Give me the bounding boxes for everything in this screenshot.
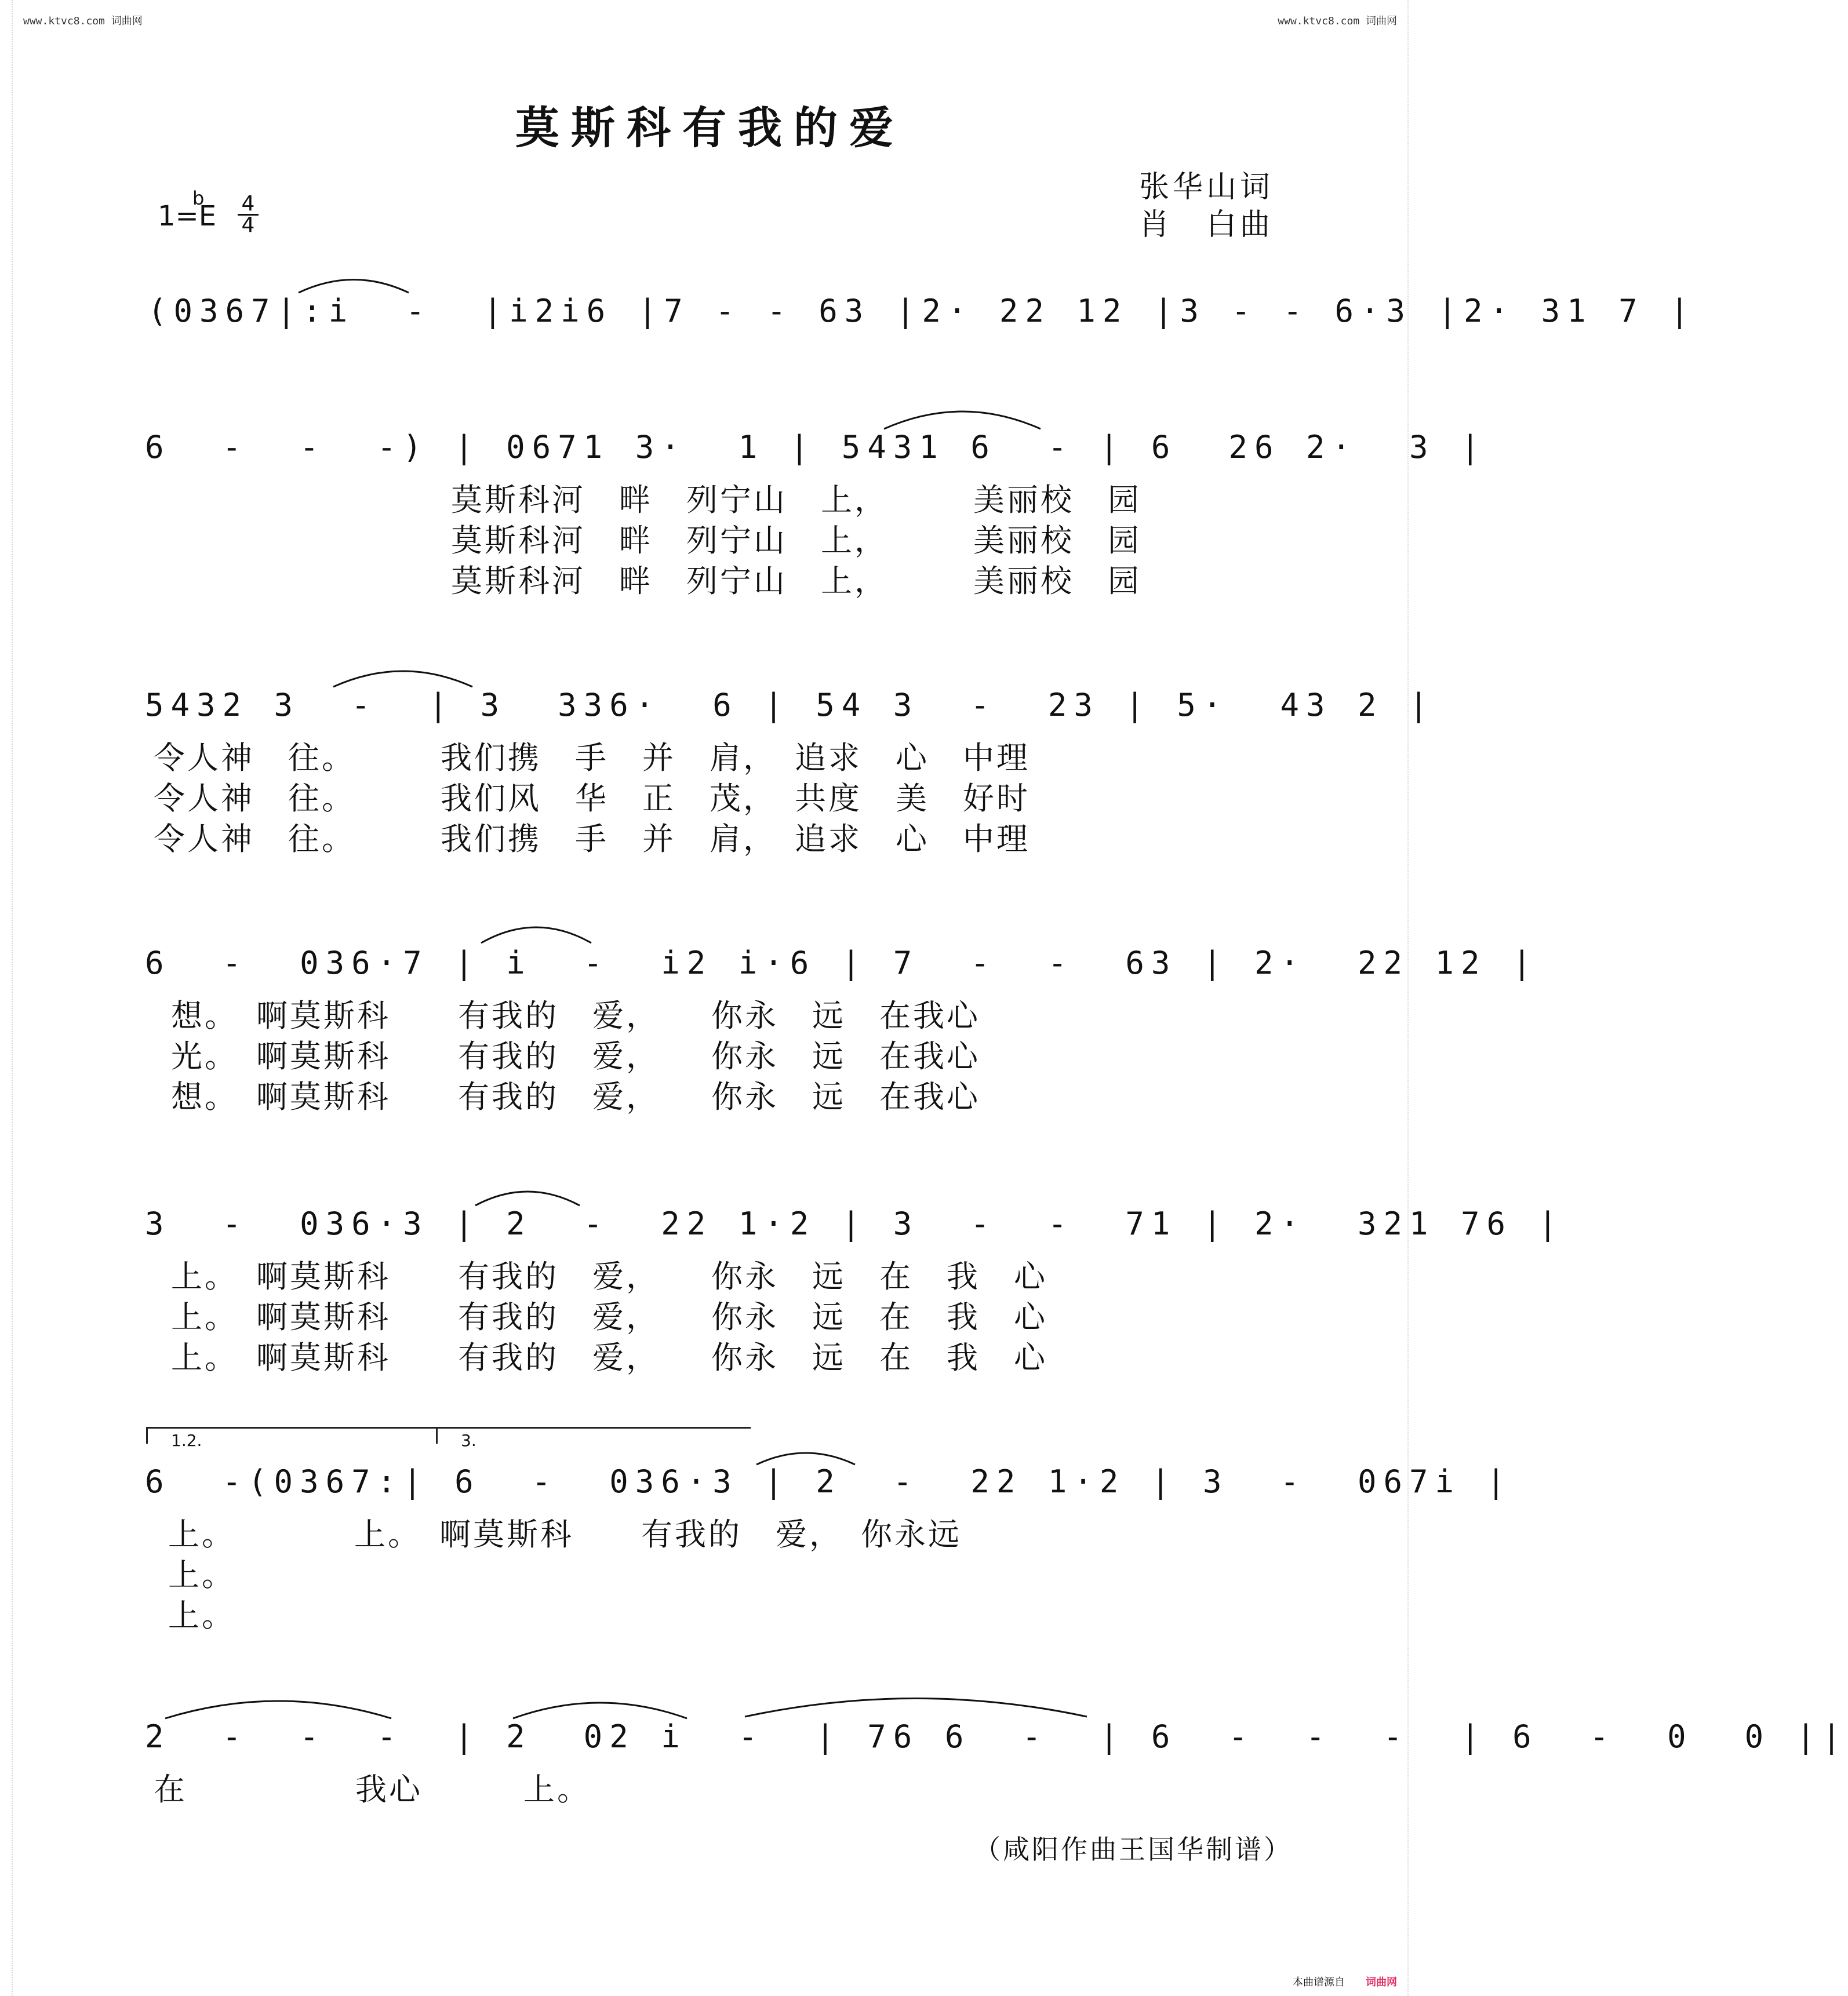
brand-site-label: 词曲网 [1366,1976,1397,1988]
lyrics-verse-2: 光。 啊莫斯科 有我的 爱， 你永 远 在我心 [171,1038,980,1075]
slur-arc [472,1183,583,1207]
notation-line: 5432 3 - | 3 336· 6 | 54 3 - 23 | 5· 43 2 | [145,687,1435,723]
slur-arc [510,1694,690,1720]
key-signature [158,187,217,232]
meter-bottom: 4 [238,214,259,235]
transcriber-note: （咸阳作曲王国华制谱） [974,1834,1293,1865]
lyrics-verse-3: 令人神 往。 我们携 手 并 肩， 追求 心 中理 [154,821,1030,857]
key-prefix: 1= [158,200,199,232]
lyrics-verse-2: 莫斯科河 畔 列宁山 上， 美丽校 园 [451,522,1141,559]
flat-sign: b [192,187,205,209]
lyrics-verse-1: 令人神 往。 我们携 手 并 肩， 追求 心 中理 [154,740,1030,776]
slur-arc [330,662,475,689]
slur-arc [881,403,1043,432]
slur-arc [162,1692,394,1721]
slur-arc [478,919,594,945]
notation-line: 6 - 036·7 | i - i2 i·6 | 7 - - 63 | 2· 22 12 | [145,945,1538,981]
third-ending-label: 3. [461,1431,476,1450]
lyrics-verse-2: 上。 啊莫斯科 有我的 爱， 你永 远 在 我 心 [171,1299,1047,1335]
notation-line: 6 - - -) | 0671 3· 1 | 5431 6 - | 6 26 2· 3 | [145,429,1487,465]
lyrics-verse-1: 上。 上。 啊莫斯科 有我的 爱， 你永远 [168,1516,962,1553]
key-note: E [198,200,217,232]
notation-line: 3 - 036·3 | 2 - 22 1·2 | 3 - - 71 | 2· 321 76 | [145,1205,1565,1242]
brand-source-label: 本曲谱源自 [1293,1976,1345,1988]
lyricist-credit: 张华山词 [1139,170,1274,205]
first-ending-bracket [146,1427,452,1450]
site-watermark-left: www.ktvc8.com 词曲网 [23,15,143,27]
site-watermark-right: www.ktvc8.com 词曲网 [1278,15,1397,27]
lyrics-verse-2: 令人神 往。 我们风 华 正 茂， 共度 美 好时 [154,780,1030,817]
lyrics-verse-1: 莫斯科河 畔 列宁山 上， 美丽校 园 [451,482,1141,518]
slur-arc [296,272,412,296]
third-ending-bracket [436,1427,751,1450]
slur-arc [742,1691,1090,1720]
left-border-strip [0,0,13,1996]
lyrics-verse-1: 上。 啊莫斯科 有我的 爱， 你永 远 在 我 心 [171,1258,1047,1295]
composer-credit: 肖 白曲 [1139,207,1274,242]
notation-line: 6 -(0367:| 6 - 036·3 | 2 - 22 1·2 | 3 - 067i | [145,1463,1513,1500]
lyrics-verse-1: 在 我心 上。 [154,1771,591,1808]
lyrics-verse-1: 想。 啊莫斯科 有我的 爱， 你永 远 在我心 [171,997,980,1034]
lyrics-verse-3: 莫斯科河 畔 列宁山 上， 美丽校 园 [451,563,1141,599]
meter-top: 4 [241,192,255,216]
first-ending-label: 1.2. [171,1431,202,1450]
lyrics-verse-2: 上。 [168,1557,235,1593]
lyrics-verse-3: 上。 啊莫斯科 有我的 爱， 你永 远 在 我 心 [171,1339,1047,1376]
time-signature [238,194,259,235]
notation-line: 2 - - - | 2 02 i - | 76 6 - | 6 - - - | 6 - 0 0 || [145,1718,1848,1755]
song-title: 莫斯科有我的爱 [515,102,905,154]
lyrics-verse-3: 想。 啊莫斯科 有我的 爱， 你永 远 在我心 [171,1079,980,1115]
lyrics-verse-3: 上。 [168,1597,235,1634]
slur-arc [754,1446,858,1466]
notation-line: (0367|:i - |i2i6 |7 - - 63 |2· 22 12 |3 - - 6·3 |2· 31 7 | [148,293,1696,329]
